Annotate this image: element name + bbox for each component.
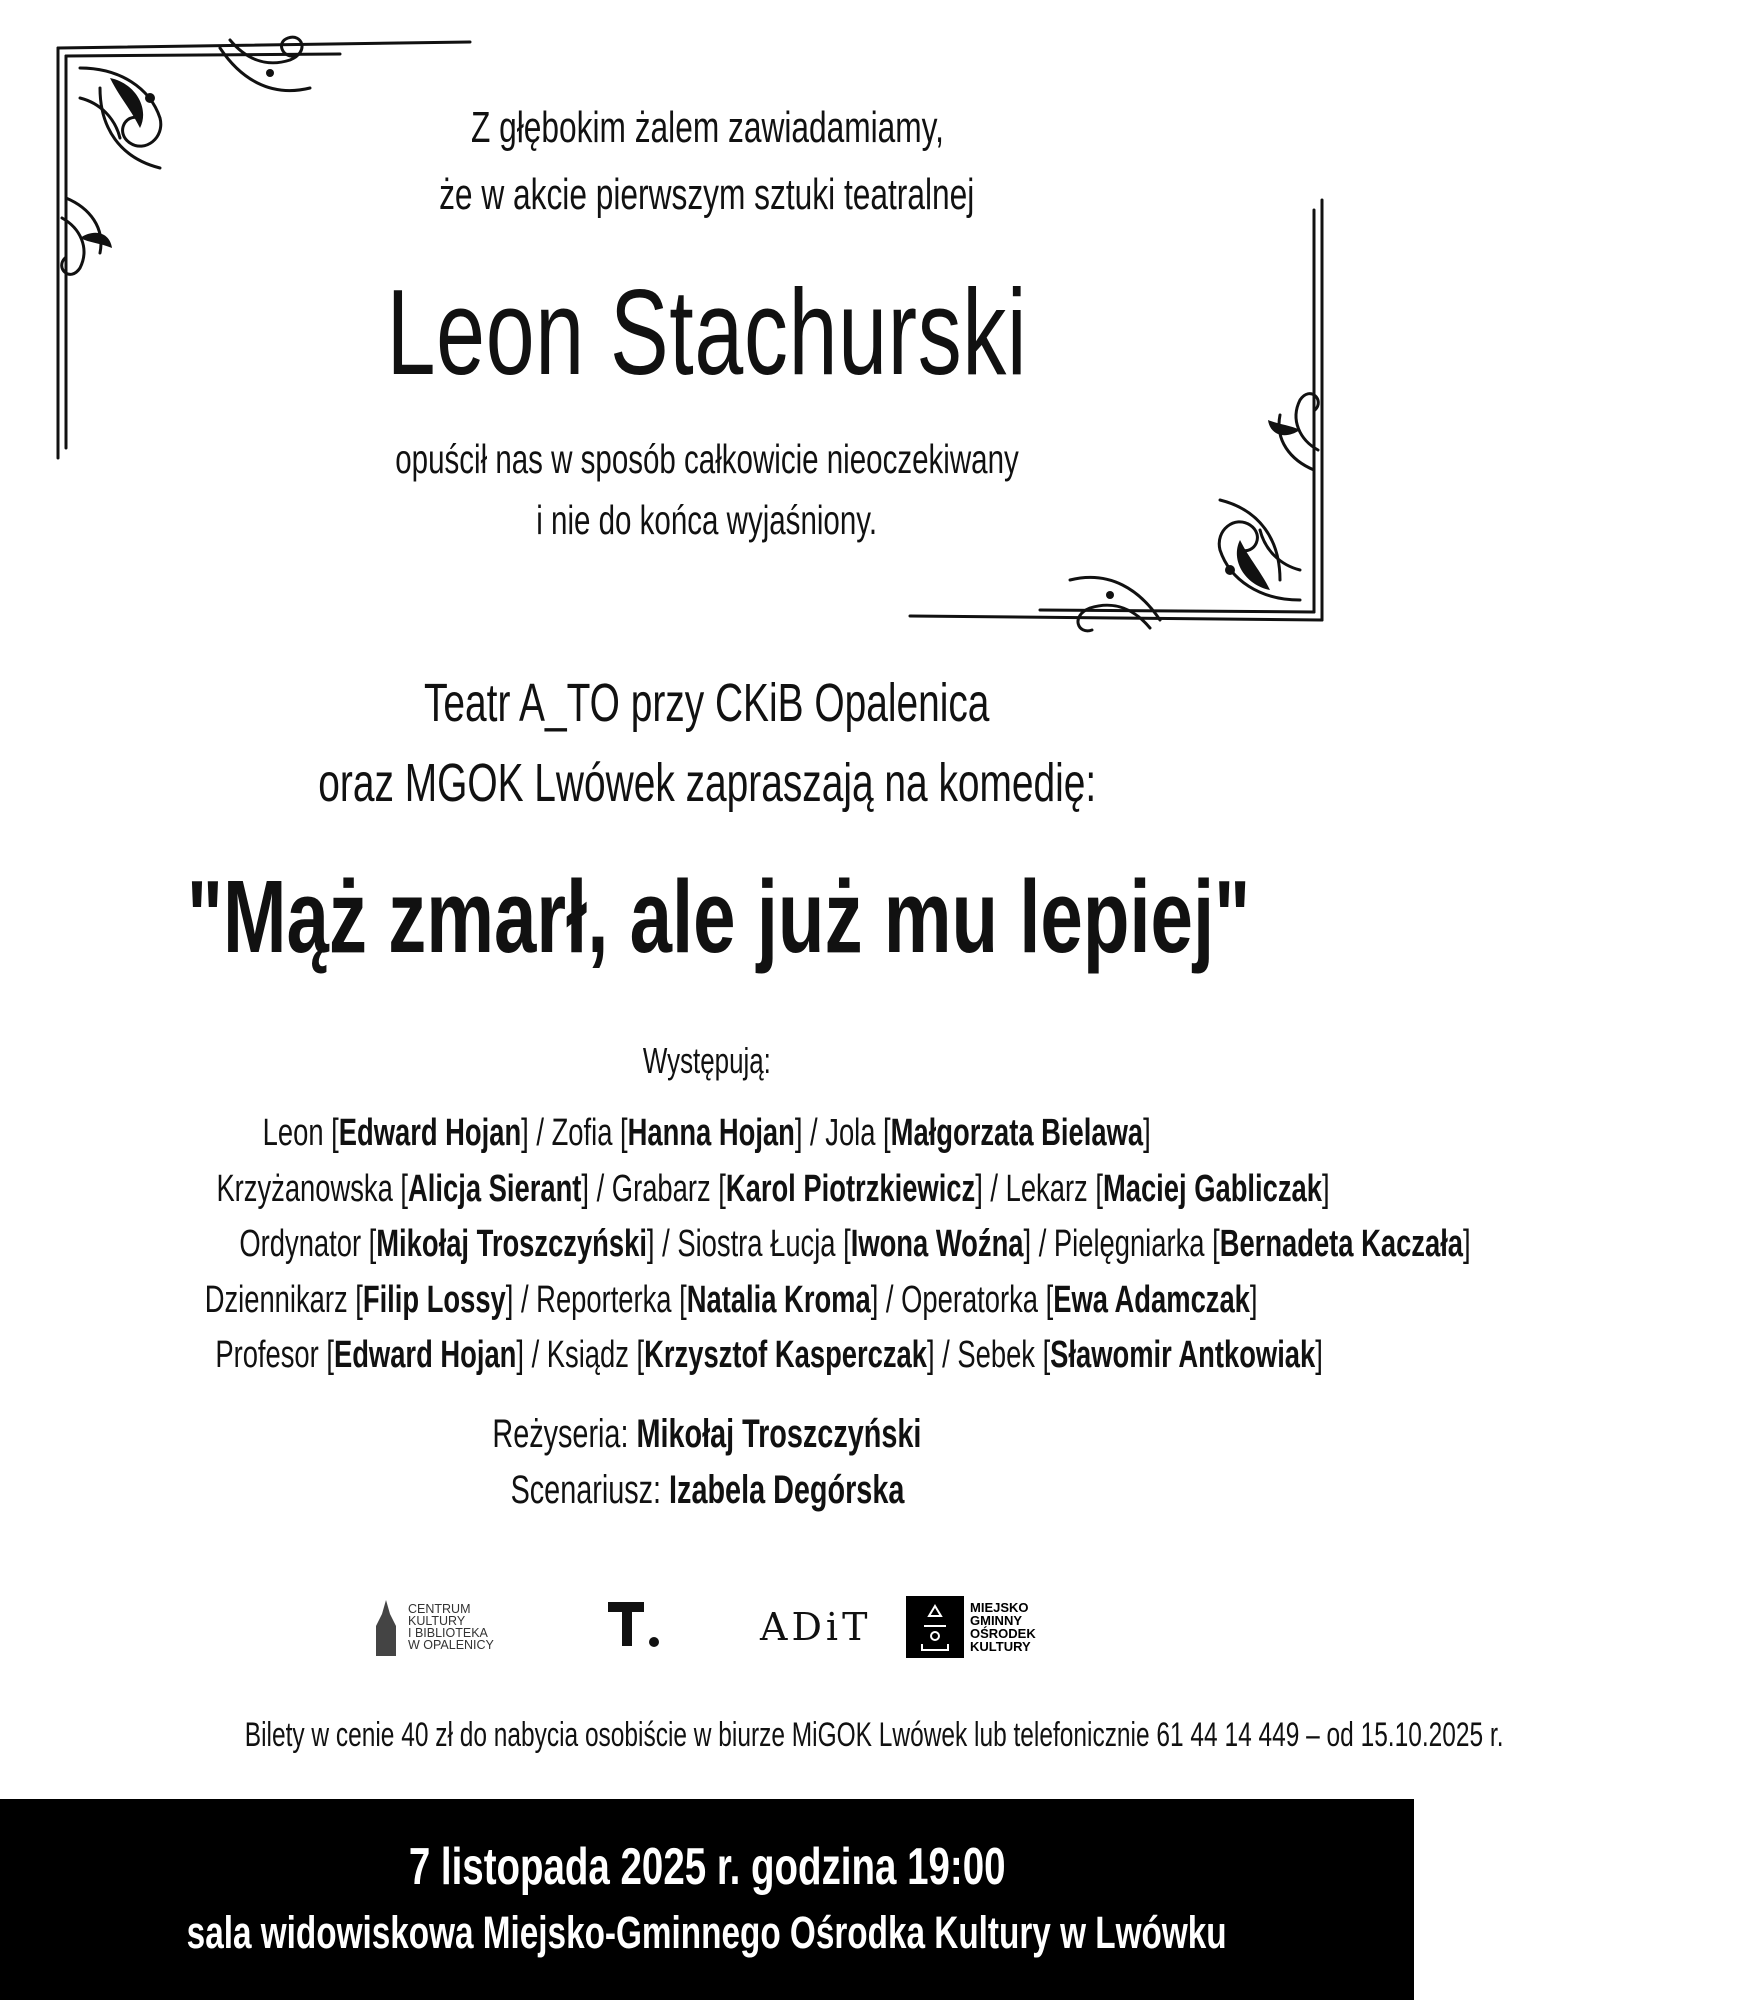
adit-logo: ADiT xyxy=(760,1605,872,1649)
organizers-line-2: oraz MGOK Lwówek zapraszają na komedię: xyxy=(318,753,1096,813)
cast-actor: Edward Hojan xyxy=(339,1112,522,1154)
event-date-time: 7 listopada 2025 r. godzina 19:00 xyxy=(408,1838,1006,1896)
script-name: Izabela Degórska xyxy=(668,1468,904,1512)
cast-line: Ordynator [Mikołaj Troszczyński] / Siostra Łucja [Iwona Woźna] / Pielęgniarka [Bernadeta Kaczała] xyxy=(239,1223,1471,1265)
teatr-t-logo xyxy=(596,1592,686,1662)
cast-actor: Mikołaj Troszczyński xyxy=(376,1223,647,1265)
cast-actor: Alicja Sierant xyxy=(408,1168,582,1210)
ckib-logo: CENTRUM KULTURY I BIBLIOTEKA W OPALENICY xyxy=(370,1592,510,1662)
mgok-mark-icon xyxy=(906,1596,964,1658)
cast-role: Profesor xyxy=(215,1334,319,1376)
cast-role: Grabarz xyxy=(611,1168,711,1210)
cast-actor: Filip Lossy xyxy=(362,1279,506,1321)
cast-role: Lekarz xyxy=(1005,1168,1088,1210)
tickets-info: Bilety w cenie 40 zł do nabycia osobiście w biurze MiGOK Lwówek lub telefonicznie 61 44 14 449 – od 15.10.2025 r. xyxy=(244,1716,1504,1754)
direction-name: Mikołaj Troszczyński xyxy=(636,1412,922,1456)
after-line-2: i nie do końca wyjaśniony. xyxy=(536,497,878,543)
cast-actor: Małgorzata Bielawa xyxy=(890,1112,1144,1154)
cast-role: Sebek xyxy=(957,1334,1035,1376)
intro-line-1: Z głębokim żalem zawiadamiamy, xyxy=(470,103,944,152)
cast-role: Ksiądz xyxy=(546,1334,629,1376)
cast-actor: Maciej Gabliczak xyxy=(1102,1168,1322,1210)
cast-role: Leon xyxy=(262,1112,324,1154)
cast-actor: Hanna Hojan xyxy=(627,1112,796,1154)
cast-role: Pielęgniarka xyxy=(1053,1223,1205,1265)
direction-credit xyxy=(0,1412,1414,1457)
cast-line: Dziennikarz [Filip Lossy] / Reporterka [Natalia Kroma] / Operatorka [Ewa Adamczak] xyxy=(204,1279,1258,1321)
deceased-name-heading: Leon Stachurski xyxy=(386,264,1028,400)
cast-role: Reporterka xyxy=(536,1279,672,1321)
ornament-top-left-icon xyxy=(40,28,480,468)
cast-role: Dziennikarz xyxy=(204,1279,348,1321)
mgok-logo: MIEJSKO GMINNY OŚRODEK KULTURY xyxy=(906,1592,1056,1662)
script-label: Scenariusz: xyxy=(510,1468,661,1512)
after-line-1: opuścił nas w sposób całkowicie nieoczekiwany xyxy=(395,436,1019,482)
cast-line: Leon [Edward Hojan] / Zofia [Hanna Hojan] / Jola [Małgorzata Bielawa] xyxy=(262,1112,1152,1154)
cast-actor: Iwona Woźna xyxy=(850,1223,1024,1265)
organizers-line-1: Teatr A_TO przy CKiB Opalenica xyxy=(424,673,990,733)
direction-label: Reżyseria: xyxy=(492,1412,629,1456)
event-footer xyxy=(0,1799,1414,2000)
cast-line: Krzyżanowska [Alicja Sierant] / Grabarz [Karol Piotrzkiewicz] / Lekarz [Maciej Gabliczak] xyxy=(216,1168,1330,1210)
cast-role: Ordynator xyxy=(239,1223,362,1265)
cast-actor: Sławomir Antkowiak xyxy=(1050,1334,1316,1376)
script-credit xyxy=(0,1468,1414,1513)
cast-role: Operatorka xyxy=(901,1279,1039,1321)
cast-role: Siostra Łucja xyxy=(677,1223,836,1265)
cast-actor: Edward Hojan xyxy=(333,1334,517,1376)
cast-role: Jola xyxy=(825,1112,876,1154)
intro-line-2: że w akcie pierwszym sztuki teatralnej xyxy=(439,170,975,219)
cast-label: Występują: xyxy=(643,1040,771,1081)
cast-actor: Ewa Adamczak xyxy=(1053,1279,1250,1321)
event-venue: sala widowiskowa Miejsko-Gminnego Ośrodka Kultury w Lwówku xyxy=(187,1907,1227,1958)
cast-role: Krzyżanowska xyxy=(216,1168,393,1210)
cast-actor: Bernadeta Kaczała xyxy=(1219,1223,1464,1265)
cast-actor: Krzysztof Kasperczak xyxy=(644,1334,927,1376)
play-title: "Mąż zmarł, ale już mu lepiej" xyxy=(186,859,1251,974)
cast-line: Profesor [Edward Hojan] / Ksiądz [Krzysztof Kasperczak] / Sebek [Sławomir Antkowiak] xyxy=(215,1334,1323,1376)
ckib-mark-icon xyxy=(370,1596,402,1658)
t-mark-icon xyxy=(596,1596,666,1658)
cast-role: Zofia xyxy=(551,1112,613,1154)
cast-actor: Natalia Kroma xyxy=(686,1279,871,1321)
cast-actor: Karol Piotrzkiewicz xyxy=(725,1168,976,1210)
